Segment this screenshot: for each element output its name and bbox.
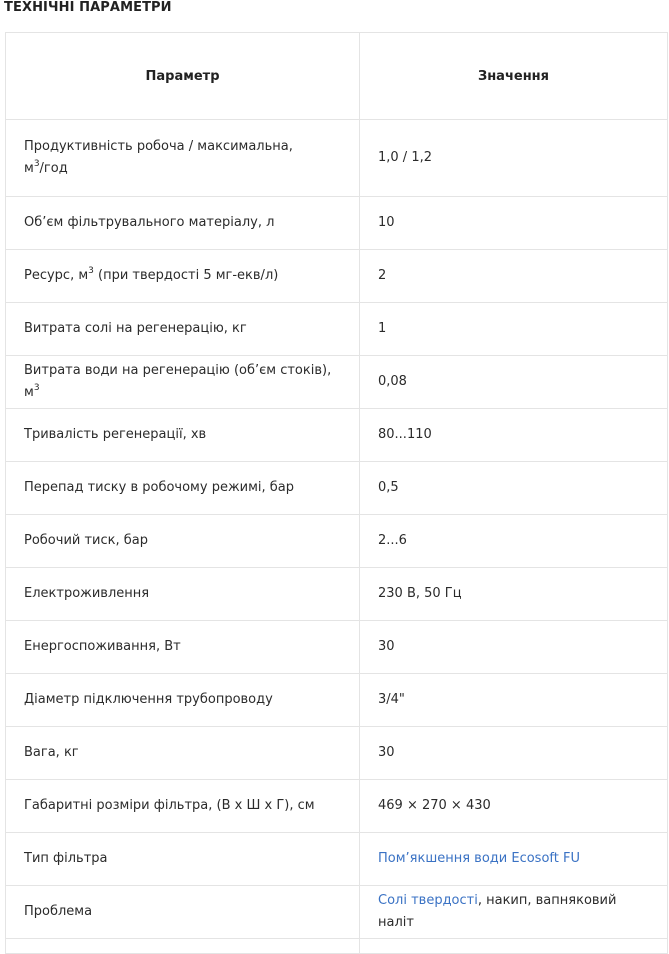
header-param: Параметр (6, 33, 360, 120)
row-param: Витрата води на регенерацію (об’єм стоків), $м^3$ (6, 356, 360, 409)
row-param: Вага, кг (6, 727, 360, 780)
row-value (360, 886, 668, 939)
table-row (6, 197, 668, 250)
row-value: 2 (360, 250, 668, 303)
row-value: 469 × 270 × 430 (360, 780, 668, 833)
table-row (6, 568, 668, 621)
table-row (6, 621, 668, 674)
row-value: 80...110 (360, 409, 668, 462)
table-row (6, 462, 668, 515)
table-row (6, 780, 668, 833)
row-value (360, 833, 668, 886)
row-param: Тип фільтра (6, 833, 360, 886)
table-row (6, 727, 668, 780)
row-value: 30 (360, 727, 668, 780)
row-value: 1 (360, 303, 668, 356)
table-row (6, 120, 668, 197)
row-value: 2...6 (360, 515, 668, 568)
header-value: Значення (360, 33, 668, 120)
row-param: Перепад тиску в робочому режимі, бар (6, 462, 360, 515)
table-row (6, 250, 668, 303)
table-row (6, 409, 668, 462)
row-param: Об’єм фільтрувального матеріалу, л (6, 197, 360, 250)
row-param: Енергоспоживання, Вт (6, 621, 360, 674)
row-value: 30 (360, 621, 668, 674)
table-row (6, 303, 668, 356)
row-param: Продуктивність робоча / максимальна, $м^3$/год (6, 120, 360, 197)
row-param (6, 939, 360, 954)
row-param: Діаметр підключення трубопроводу (6, 674, 360, 727)
table-row (6, 939, 668, 954)
row-param: Тривалість регенерації, хв (6, 409, 360, 462)
row-value: 230 В, 50 Гц (360, 568, 668, 621)
table-row (6, 886, 668, 939)
row-param: Витрата солі на регенерацію, кг (6, 303, 360, 356)
row-param: Ресурс, $м^3$ (при твердості 5 мг-екв/л) (6, 250, 360, 303)
row-value: 10 (360, 197, 668, 250)
row-value (360, 939, 668, 954)
row-value: 3/4" (360, 674, 668, 727)
row-value: 0,08 (360, 356, 668, 409)
spec-table (5, 32, 668, 954)
row-value: 0,5 (360, 462, 668, 515)
table-row (6, 515, 668, 568)
hardness-salts-link[interactable]: Солі твердості (378, 893, 478, 908)
row-param: Робочий тиск, бар (6, 515, 360, 568)
table-header-row (6, 33, 668, 120)
row-param: Габаритні розміри фільтра, (В х Ш х Г), см (6, 780, 360, 833)
table-row (6, 356, 668, 409)
page-title: ТЕХНІЧНІ ПАРАМЕТРИ (4, 0, 172, 15)
filter-type-link[interactable]: Пом’якшення води Ecosoft FU (378, 851, 580, 866)
problem-rest-text: , накип, вапняковий наліт (378, 893, 617, 930)
row-param: Проблема (6, 886, 360, 939)
row-value: 1,0 / 1,2 (360, 120, 668, 197)
table-row (6, 674, 668, 727)
row-param: Електроживлення (6, 568, 360, 621)
table-row (6, 833, 668, 886)
